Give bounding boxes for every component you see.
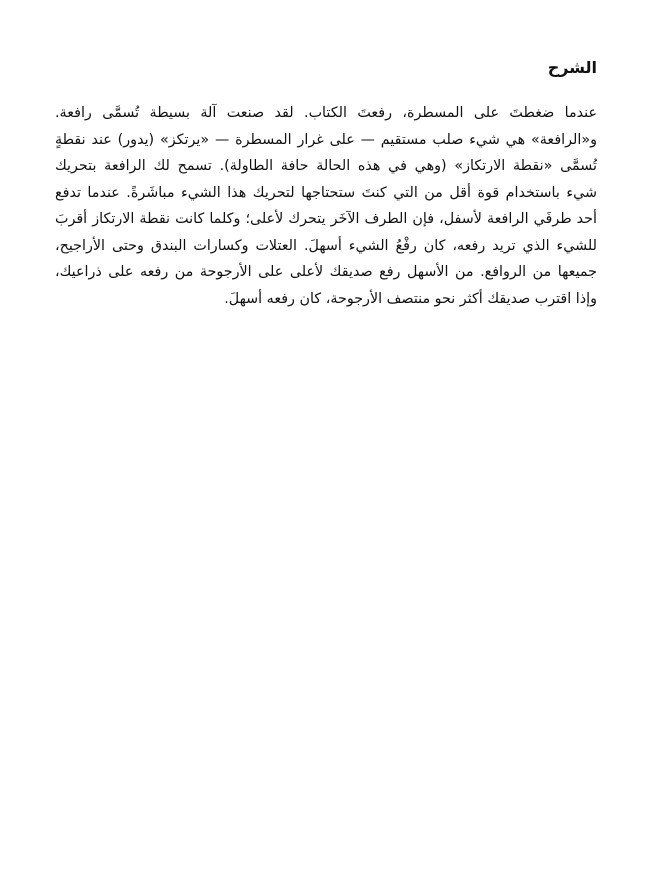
paragraph-line: و«الرافعة» هي شيء صلب مستقيم — على غرار المسطرة — «يرتكز» (يدور) عند نقطةٍ [55,131,597,148]
paragraph-line: جميعها من الروافع. من الأسهل رفع صديقك لأعلى على الأرجوحة من رفعه على ذراعيك، [55,264,597,280]
paragraph-line: للشيء الذي تريد رفعه، كان رفْعُ الشيء أسهلَ. العتلات وكسارات البندق وحتى الأراجيح، [55,237,597,254]
document-page [55,54,597,312]
explanation-paragraph [55,100,597,312]
paragraph-line: تُسمَّى «نقطة الارتكاز» (وهي في هذه الحالة حافة الطاولة). تسمح لك الرافعة بتحريك [55,158,597,174]
section-heading: الشرح [547,58,597,77]
paragraph-line: وإذا اقترب صديقك أكثر نحو منتصف الأرجوحة، كان رفعه أسهلَ. [224,290,597,307]
paragraph-line: شيء باستخدام قوة أقل من التي كنتَ ستحتاجها لتحريك هذا الشيء مباشَرةً. عندما تدفع [55,184,597,201]
paragraph-line: أحد طرفَي الرافعة لأسفل، فإن الطرف الآخَر يتحرك لأعلى؛ وكلما كانت نقطة الارتكاز أقربَ [55,211,597,227]
paragraph-line: عندما ضغطتَ على المسطرة، رفعتَ الكتاب. لقد صنعت آلة بسيطة تُسمَّى رافعة. [55,105,597,121]
